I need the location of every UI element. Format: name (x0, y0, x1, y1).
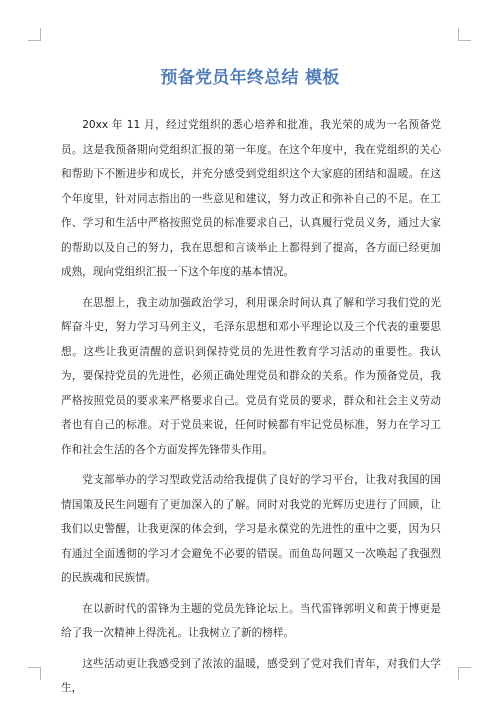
document-title: 预备党员年终总结 模板 (160, 68, 340, 88)
paragraph-forum: 在以新时代的雷锋为主题的党员先锋论坛上。当代雷锋郭明义和黄于博更是给了我一次精神上得洗礼。让我树立了新的榜样。 (61, 602, 441, 639)
paragraph-warmth: 这些活动更让我感受到了浓浓的温暖，感受到了党对我们青年，对我们大学生， (61, 657, 441, 694)
crop-mark-bottom-right (458, 667, 471, 680)
paragraph-intro: 20xx 年 11 月，经过党组织的悉心培养和批准，我光荣的成为一名预备党员。这是我预备期向党组织汇报的第一年度。在这个年度中，我在党组织的关心和帮助下不断进步和成长，并充分感受到党组织这个大家庭的团结和温暖。在这个年度里，针对同志指出的一些意见和建议，努力改正和弥补自己的不足。在工作、学习和生活中严格按照党员的标准要求自己，认真履行党员义务，通过大家的帮助以及自己的努力，我在思想和言谈举止上都得到了提高，各方面已经更加成熟，现向党组织汇报一下这个年度的基本情况。 (61, 119, 441, 278)
paragraph-study-activity: 党支部举办的学习型政党活动给我提供了良好的学习平台，让我对我国的国情国策及民生问题有了更加深入的了解。同时对我党的光辉历史进行了回顾，让我们以史警醒，让我更深的体会到，学习是永葆党的先进性的重中之要，因为只有通过全面透彻的学习才会避免不必要的错误。而鱼岛问题又一次唤起了我强烈的民族魂和民族情。 (61, 474, 441, 584)
document-body (61, 113, 441, 707)
crop-mark-top-right (458, 28, 471, 41)
crop-mark-top-left (28, 28, 41, 41)
paragraph-thought: 在思想上，我主动加强政治学习，利用课余时间认真了解和学习我们党的光辉奋斗史，努力学习马列主义，毛泽东思想和邓小平理论以及三个代表的重要思想。这些让我更清醒的意识到保持党员的先进性教育学习活动的重要性。我认为，要保持党员的先进性，必须正确处理党员和群众的关系。作为预备党员，我严格按照党员的要求来严格要求自己。党员有党员的要求，群众和社会主义劳动者也有自己的标准。对于党员来说，任何时候都有牢记党员标准，努力在学习工作和社会生活的各个方面发挥先锋带头作用。 (61, 296, 441, 456)
crop-mark-bottom-left (28, 667, 41, 680)
